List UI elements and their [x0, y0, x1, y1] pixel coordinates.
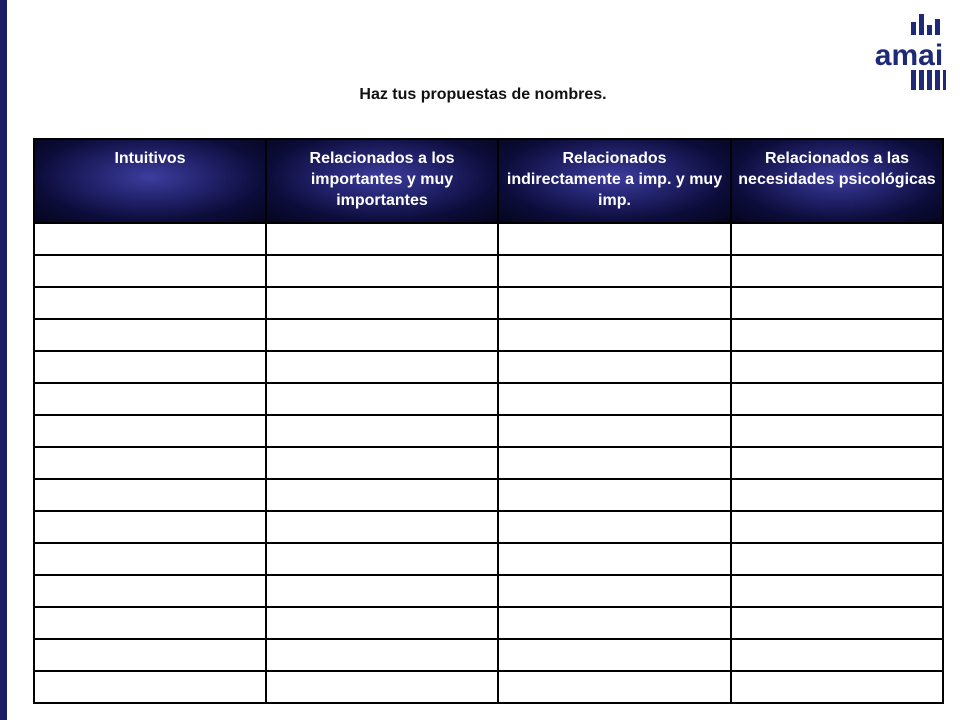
table-cell[interactable] — [731, 351, 943, 383]
table-cell[interactable] — [34, 543, 266, 575]
table-cell[interactable] — [266, 319, 498, 351]
table-cell[interactable] — [731, 319, 943, 351]
table-cell[interactable] — [731, 479, 943, 511]
table-row — [34, 287, 943, 319]
table-cell[interactable] — [34, 447, 266, 479]
logo-top-bar — [911, 22, 916, 35]
table-cell[interactable] — [498, 255, 731, 287]
table-cell[interactable] — [266, 287, 498, 319]
table-cell[interactable] — [34, 255, 266, 287]
table-cell[interactable] — [731, 223, 943, 255]
table-cell[interactable] — [731, 383, 943, 415]
header-row — [34, 139, 943, 223]
table-cell[interactable] — [498, 479, 731, 511]
table-cell[interactable] — [731, 415, 943, 447]
table-row — [34, 479, 943, 511]
table-cell[interactable] — [498, 223, 731, 255]
table-cell[interactable] — [266, 223, 498, 255]
table-cell[interactable] — [498, 383, 731, 415]
table-row — [34, 255, 943, 287]
table-cell[interactable] — [731, 639, 943, 671]
table-cell[interactable] — [498, 287, 731, 319]
table-cell[interactable] — [266, 639, 498, 671]
header-relacionados-indirectamente: Relacionados indirectamente a imp. y muy imp. — [498, 139, 731, 223]
table-row — [34, 351, 943, 383]
table-cell[interactable] — [266, 575, 498, 607]
table-cell[interactable] — [34, 639, 266, 671]
table-cell[interactable] — [266, 415, 498, 447]
table-cell[interactable] — [266, 351, 498, 383]
table-row — [34, 607, 943, 639]
table-row — [34, 511, 943, 543]
table-cell[interactable] — [498, 607, 731, 639]
table-cell[interactable] — [498, 639, 731, 671]
table-cell[interactable] — [498, 575, 731, 607]
table-cell[interactable] — [731, 287, 943, 319]
table-cell[interactable] — [266, 255, 498, 287]
table-cell[interactable] — [498, 351, 731, 383]
header-necesidades-psicologicas: Relacionados a las necesidades psicológicas — [731, 139, 943, 223]
table-cell[interactable] — [266, 543, 498, 575]
logo-text: amai — [874, 39, 944, 72]
table-cell[interactable] — [34, 479, 266, 511]
table-cell[interactable] — [266, 671, 498, 703]
table-cell[interactable] — [34, 607, 266, 639]
table-cell[interactable] — [266, 511, 498, 543]
logo-top-bar — [935, 19, 940, 35]
table-cell[interactable] — [266, 383, 498, 415]
table-cell[interactable] — [731, 255, 943, 287]
table-cell[interactable] — [266, 607, 498, 639]
table-cell[interactable] — [34, 511, 266, 543]
table-row — [34, 223, 943, 255]
table-cell[interactable] — [731, 671, 943, 703]
table-cell[interactable] — [266, 447, 498, 479]
header-intuitivos: Intuitivos — [34, 139, 266, 223]
page-title: Haz tus propuestas de nombres. — [359, 86, 607, 103]
table-cell[interactable] — [266, 479, 498, 511]
table-cell[interactable] — [34, 351, 266, 383]
table-cell[interactable] — [498, 543, 731, 575]
table-cell[interactable] — [34, 319, 266, 351]
logo-top-bar — [919, 14, 924, 35]
table-cell[interactable] — [498, 511, 731, 543]
logo-top-bar — [927, 25, 932, 35]
table-cell[interactable] — [731, 607, 943, 639]
table-row — [34, 543, 943, 575]
table-body — [34, 223, 943, 703]
table-cell[interactable] — [498, 671, 731, 703]
table-cell[interactable] — [731, 447, 943, 479]
table-cell[interactable] — [34, 671, 266, 703]
table-row — [34, 319, 943, 351]
table-cell[interactable] — [731, 543, 943, 575]
table-cell[interactable] — [731, 511, 943, 543]
table-row — [34, 639, 943, 671]
table-row — [34, 415, 943, 447]
table-cell[interactable] — [34, 383, 266, 415]
table-row — [34, 575, 943, 607]
table-row — [34, 447, 943, 479]
table-cell[interactable] — [731, 575, 943, 607]
table-cell[interactable] — [34, 223, 266, 255]
left-accent-bar — [0, 0, 7, 720]
table-row — [34, 671, 943, 703]
table-cell[interactable] — [34, 575, 266, 607]
table-cell[interactable] — [34, 287, 266, 319]
proposals-table — [33, 138, 944, 704]
amai-logo — [872, 14, 946, 94]
table-cell[interactable] — [498, 415, 731, 447]
table-row — [34, 383, 943, 415]
table-cell[interactable] — [498, 447, 731, 479]
table-cell[interactable] — [498, 319, 731, 351]
table-cell[interactable] — [34, 415, 266, 447]
header-relacionados-importantes: Relacionados a los importantes y muy importantes — [266, 139, 498, 223]
